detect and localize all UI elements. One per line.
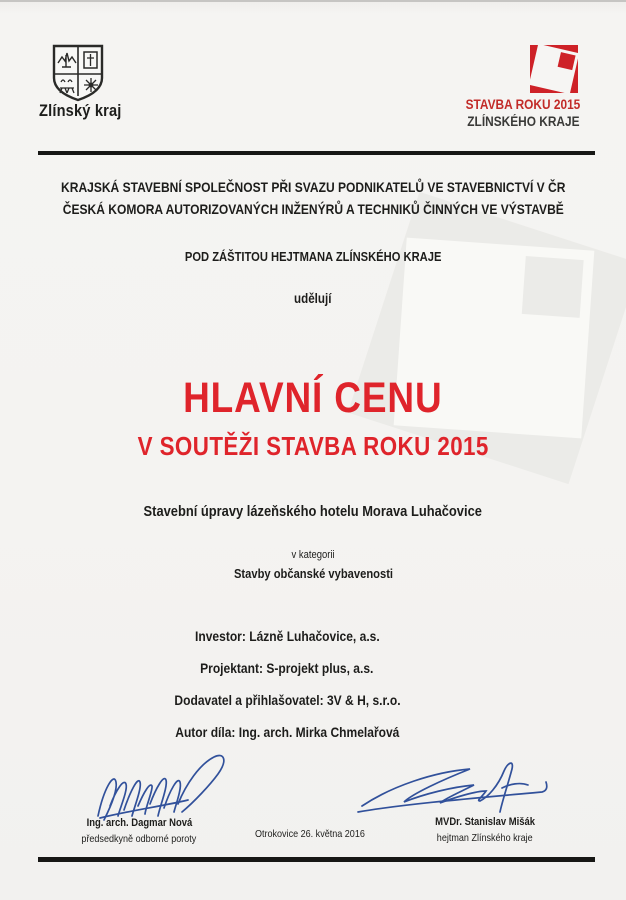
left-signatory-role: předsedkyně odborné poroty — [81, 833, 197, 845]
award-title: HLAVNÍ CENU — [183, 374, 443, 422]
detail-author: Autor díla: Ing. arch. Mirka Chmelařová — [174, 724, 400, 740]
right-signatory-role: hejtman Zlínského kraje — [437, 832, 533, 844]
project-name: Stavební úpravy lázeňského hotelu Morava Luhačovice — [143, 503, 483, 520]
date-place: Otrokovice 26. května 2016 — [255, 828, 365, 840]
coat-of-arms-icon — [52, 44, 104, 107]
award-verb: udělují — [294, 291, 332, 306]
category-name: Stavby občanské vybavenosti — [233, 566, 393, 581]
award-subtitle: V SOUTĚŽI STAVBA ROKU 2015 — [137, 431, 489, 461]
organizer-line-2: ČESKÁ KOMORA AUTORIZOVANÝCH INŽENÝRŮ A TECHNIKŮ ČINNÝCH VE VÝSTAVBĚ — [62, 201, 564, 217]
detail-designer: Projektant: S-projekt plus, a.s. — [200, 660, 374, 676]
detail-contractor: Dodavatel a přihlašovatel: 3V & H, s.r.o. — [173, 692, 401, 708]
award-logo-subtitle: ZLÍNSKÉHO KRAJE — [467, 114, 580, 129]
organizer-line-1: KRAJSKÁ STAVEBNÍ SPOLEČNOST PŘI SVAZU PODNIKATELŮ VE STAVEBNICTVÍ V ČR — [60, 179, 566, 195]
patronage-line: POD ZÁŠTITOU HEJTMANA ZLÍNSKÉHO KRAJE — [184, 249, 442, 264]
watermark-logo-small-square — [522, 256, 584, 318]
award-logo-title: STAVBA ROKU 2015 — [465, 97, 580, 112]
stavba-roku-logo-white-square — [530, 45, 578, 93]
category-label: v kategorii — [291, 549, 335, 561]
right-signatory-name: MVDr. Stanislav Mišák — [435, 816, 535, 828]
left-signatory-name: Ing. arch. Dagmar Nová — [86, 817, 192, 829]
detail-investor: Investor: Lázně Luhačovice, a.s. — [194, 628, 380, 644]
stavba-roku-logo-small-square — [558, 52, 576, 70]
stavba-roku-logo-icon — [530, 45, 578, 93]
region-logo-name: Zlínský kraj — [39, 101, 122, 120]
bottom-rule — [38, 857, 595, 862]
top-rule — [38, 151, 595, 155]
